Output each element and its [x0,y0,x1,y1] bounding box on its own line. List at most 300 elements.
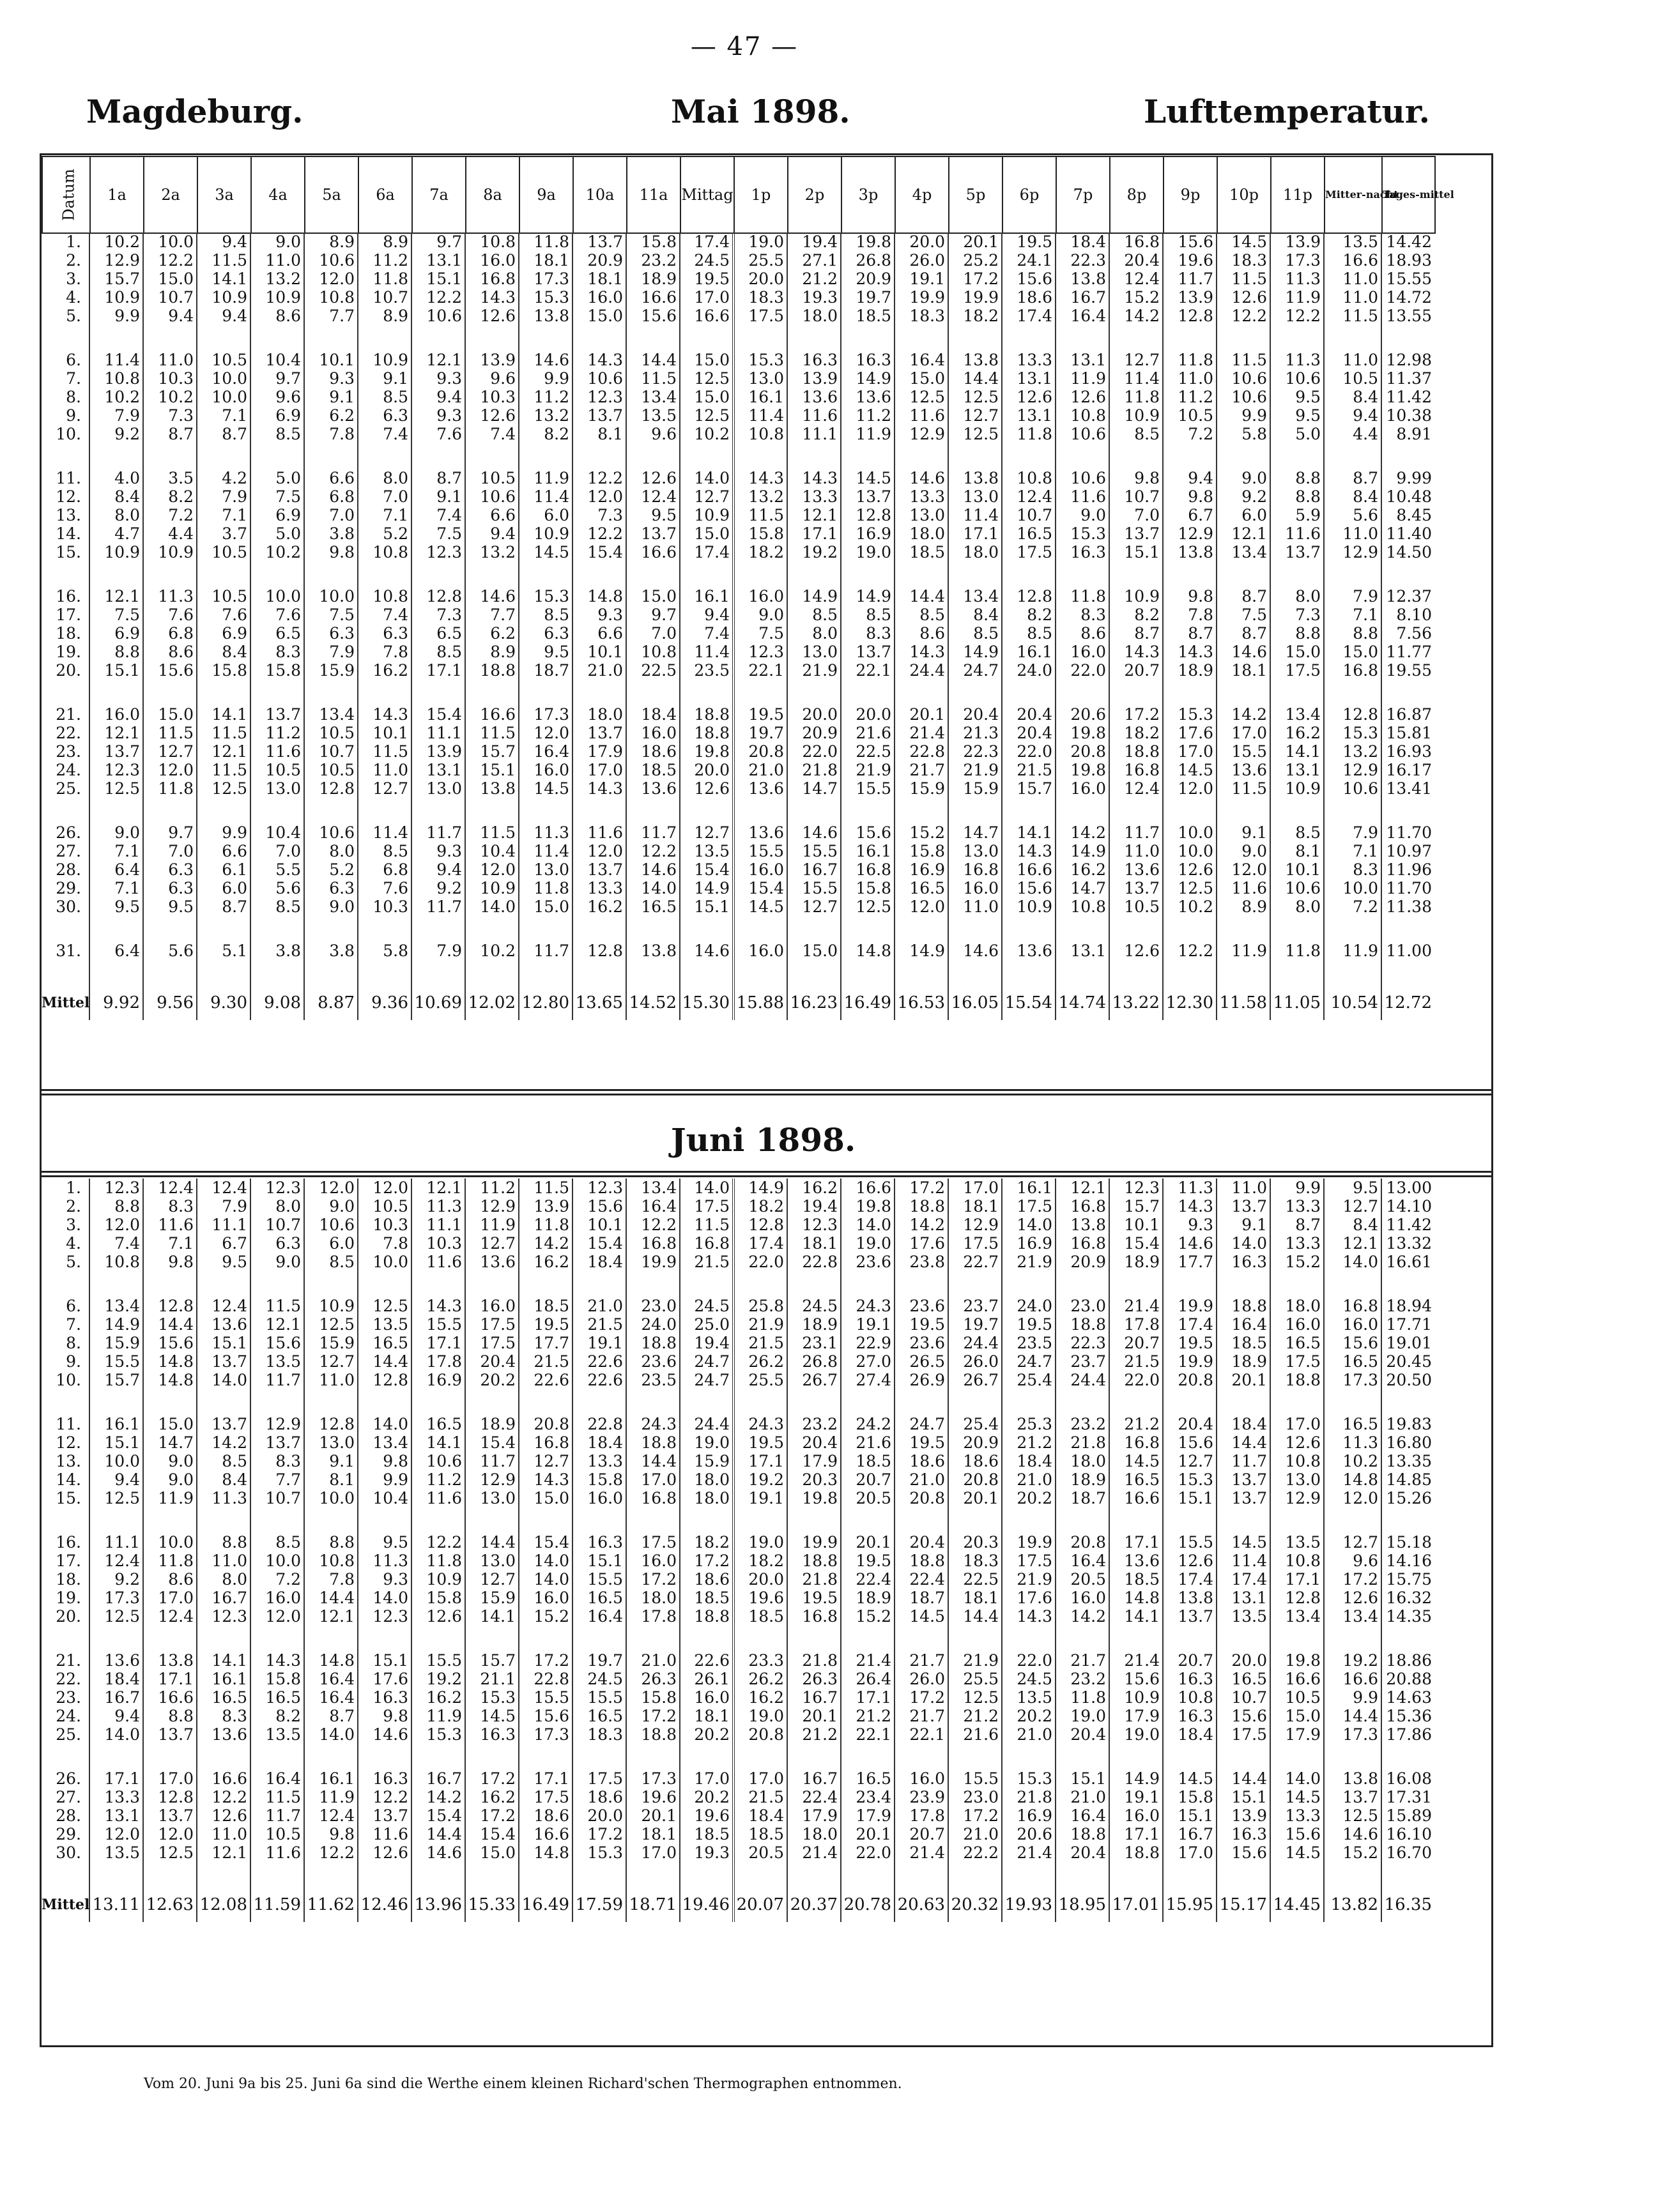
column-header: 3a [197,156,251,233]
temperature-cell: 21.4 [1002,1843,1056,1862]
temperature-cell: 11.3 [197,1489,250,1507]
temperature-cell: 23.5 [1002,1334,1056,1352]
temperature-cell: 8.4 [948,606,1002,624]
temperature-cell: 10.0 [143,233,197,251]
temperature-cell: 6.7 [1163,506,1217,524]
temperature-cell: 10.0 [304,587,358,606]
temperature-cell: 12.6 [1324,1589,1381,1607]
temperature-cell: 16.8 [841,860,895,879]
column-header: 2a [144,156,197,233]
temperature-cell: 10.3 [143,369,197,388]
temperature-cell: 21.2 [787,1725,841,1744]
temperature-cell: 13.7 [572,860,626,879]
temperature-cell: 16.4 [304,1670,358,1688]
temperature-cell: 18.2 [1109,724,1163,742]
temperature-cell: 8.1 [1270,842,1324,860]
temperature-cell: 11.2 [411,1470,465,1489]
temperature-cell: 16.2 [787,1178,841,1197]
temperature-cell: 15.0 [1270,643,1324,661]
month-title: Mai 1898. [671,93,850,130]
temperature-cell: 6.8 [304,487,358,506]
temperature-cell: 17.4 [680,233,734,251]
temperature-cell: 9.8 [304,1825,358,1843]
temperature-cell: 14.10 [1381,1197,1434,1216]
temperature-cell: 21.4 [841,1651,895,1670]
temperature-cell: 15.7 [89,1371,143,1389]
temperature-cell: 13.8 [1324,1769,1381,1788]
temperature-cell: 16.8 [1109,233,1163,251]
temperature-cell: 21.0 [1002,1470,1056,1489]
temperature-cell: 12.4 [89,1552,143,1570]
temperature-cell: 23.7 [1056,1352,1109,1371]
temperature-cell: 17.5 [734,307,787,325]
temperature-cell: 17.5 [1270,1352,1324,1371]
temperature-cell: 15.2 [519,1607,572,1626]
temperature-cell: 12.3 [250,1178,304,1197]
temperature-cell: 14.6 [1217,643,1270,661]
temperature-cell: 16.6 [626,288,680,307]
temperature-cell: 8.7 [1109,624,1163,643]
temperature-cell: 8.10 [1381,606,1434,624]
temperature-cell: 12.1 [197,742,250,761]
footnote: Vom 20. Juni 9a bis 25. Juni 6a sind die Werthe einem kleinen Richard'schen Thermographen entnommen. [144,2076,902,2092]
temperature-cell: 21.0 [948,1825,1002,1843]
temperature-cell: 6.0 [304,1234,358,1253]
temperature-cell: 12.2 [572,469,626,487]
temperature-cell: 8.6 [250,307,304,325]
temperature-cell: 10.7 [1217,1688,1270,1707]
temperature-cell: 19.1 [1109,1788,1163,1806]
temperature-cell: 8.5 [411,643,465,661]
temperature-cell: 13.4 [948,587,1002,606]
temperature-cell: 12.6 [680,779,734,798]
temperature-cell: 15.8 [1163,1788,1217,1806]
temperature-cell: 12.4 [143,1178,197,1197]
temperature-cell: 16.1 [197,1670,250,1688]
temperature-cell: 19.1 [841,1315,895,1334]
temperature-cell: 20.0 [734,1570,787,1589]
temperature-cell: 21.4 [787,1843,841,1862]
temperature-cell: 7.6 [411,425,465,443]
temperature-cell: 8.8 [143,1707,197,1725]
temperature-cell: 15.5 [787,842,841,860]
temperature-cell: 8.0 [1270,897,1324,916]
temperature-cell: 11.4 [948,506,1002,524]
temperature-cell: 14.42 [1381,233,1434,251]
temperature-cell: 14.4 [1217,1769,1270,1788]
temperature-cell: 19.6 [626,1788,680,1806]
temperature-cell: 10.48 [1381,487,1434,506]
temperature-cell: 5.2 [358,524,411,543]
table-row [42,1688,1434,1707]
temperature-cell: 3.8 [304,942,358,960]
temperature-cell: 11.8 [143,1552,197,1570]
temperature-cell: 7.4 [411,506,465,524]
temperature-cell: 10.6 [411,307,465,325]
temperature-cell: 16.7 [197,1589,250,1607]
temperature-cell: 15.7 [465,742,519,761]
temperature-cell: 25.5 [734,1371,787,1389]
temperature-cell: 13.3 [572,1452,626,1470]
temperature-cell: 25.5 [734,251,787,270]
temperature-cell: 17.1 [519,1769,572,1788]
temperature-cell: 15.8 [841,879,895,897]
temperature-cell: 16.6 [626,543,680,561]
temperature-cell: 18.8 [1109,1843,1163,1862]
temperature-cell: 7.1 [1324,606,1381,624]
temperature-cell: 13.4 [626,1178,680,1197]
temperature-cell: 8.8 [1324,624,1381,643]
temperature-cell: 13.4 [1270,705,1324,724]
temperature-cell: 20.4 [1056,1843,1109,1862]
temperature-cell: 18.5 [734,1607,787,1626]
temperature-cell: 10.5 [358,1197,411,1216]
temperature-cell: 15.6 [1163,1433,1217,1452]
temperature-cell: 12.8 [1270,1589,1324,1607]
temperature-cell: 14.9 [948,643,1002,661]
temperature-cell: 20.8 [948,1470,1002,1489]
temperature-cell: 11.9 [465,1216,519,1234]
temperature-cell: 19.9 [1163,1297,1217,1315]
temperature-cell: 18.4 [1056,233,1109,251]
temperature-cell: 13.7 [358,1806,411,1825]
temperature-cell: 10.7 [1109,487,1163,506]
temperature-cell: 14.3 [895,643,948,661]
temperature-cell: 11.8 [1056,1688,1109,1707]
temperature-cell: 13.7 [1217,1489,1270,1507]
temperature-cell: 17.9 [841,1806,895,1825]
temperature-cell: 21.6 [841,724,895,742]
temperature-cell: 17.3 [519,270,572,288]
temperature-cell: 9.8 [143,1253,197,1271]
temperature-cell: 14.6 [680,942,734,960]
temperature-cell: 12.5 [680,406,734,425]
temperature-cell: 18.5 [626,761,680,779]
temperature-cell: 12.1 [1324,1234,1381,1253]
temperature-cell: 16.3 [1056,543,1109,561]
temperature-cell: 15.7 [1002,779,1056,798]
temperature-cell: 14.7 [787,779,841,798]
temperature-cell: 11.9 [304,1788,358,1806]
mean-cell: 17.01 [1109,1888,1163,1922]
temperature-cell: 17.0 [1163,1843,1217,1862]
temperature-cell: 12.4 [197,1178,250,1197]
temperature-cell: 17.1 [1109,1533,1163,1552]
temperature-cell: 12.9 [948,1216,1002,1234]
temperature-cell: 13.6 [465,1253,519,1271]
temperature-cell: 13.9 [465,351,519,369]
temperature-cell: 13.4 [358,1433,411,1452]
temperature-cell: 9.9 [1270,1178,1324,1197]
temperature-cell: 8.4 [197,643,250,661]
temperature-cell: 8.8 [1270,469,1324,487]
temperature-cell: 12.7 [304,1352,358,1371]
temperature-cell: 24.7 [895,1415,948,1433]
temperature-cell: 18.8 [626,1433,680,1452]
day-label: 13. [56,506,81,524]
temperature-cell: 9.5 [197,1253,250,1271]
column-header: 3p [841,156,895,233]
temperature-cell: 15.1 [1163,1806,1217,1825]
temperature-cell: 8.3 [841,624,895,643]
temperature-cell: 19.1 [572,1334,626,1352]
temperature-cell: 17.2 [895,1178,948,1197]
temperature-cell: 10.3 [358,897,411,916]
table-row [42,1352,1434,1371]
temperature-cell: 18.4 [626,705,680,724]
temperature-cell: 16.5 [358,1334,411,1352]
temperature-cell: 16.6 [841,1178,895,1197]
temperature-cell: 16.5 [572,1707,626,1725]
mean-cell: 9.30 [197,986,250,1020]
temperature-cell: 20.7 [841,1470,895,1489]
temperature-cell: 10.6 [411,1452,465,1470]
temperature-cell: 10.6 [1217,369,1270,388]
temperature-cell: 17.3 [1324,1725,1381,1744]
table-row [42,388,1434,406]
temperature-cell: 11.7 [626,823,680,842]
temperature-cell: 7.6 [358,879,411,897]
temperature-cell: 15.9 [304,1334,358,1352]
temperature-cell: 18.1 [572,270,626,288]
temperature-cell: 17.8 [895,1806,948,1825]
temperature-cell: 6.9 [197,624,250,643]
temperature-cell: 18.2 [680,1533,734,1552]
temperature-cell: 14.2 [895,1216,948,1234]
temperature-cell: 16.6 [519,1825,572,1843]
temperature-cell: 14.3 [1163,1197,1217,1216]
temperature-cell: 14.0 [1324,1253,1381,1271]
mean-cell: 12.72 [1381,986,1434,1020]
temperature-cell: 16.1 [304,1769,358,1788]
temperature-cell: 12.7 [143,742,197,761]
temperature-cell: 18.0 [1270,1297,1324,1315]
temperature-cell: 15.5 [572,1570,626,1589]
temperature-cell: 23.5 [680,661,734,680]
temperature-cell: 19.0 [734,233,787,251]
temperature-cell: 15.5 [519,1688,572,1707]
temperature-cell: 13.8 [465,779,519,798]
temperature-cell: 15.81 [1381,724,1434,742]
temperature-cell: 15.0 [519,897,572,916]
temperature-cell: 11.40 [1381,524,1434,543]
temperature-cell: 7.6 [197,606,250,624]
temperature-cell: 17.5 [1002,1552,1056,1570]
temperature-cell: 10.9 [411,1570,465,1589]
temperature-cell: 12.3 [1109,1178,1163,1197]
temperature-cell: 22.0 [787,742,841,761]
temperature-cell: 10.8 [1056,897,1109,916]
temperature-cell: 21.5 [680,1253,734,1271]
temperature-cell: 12.7 [1324,1197,1381,1216]
section-divider [42,1089,1492,1091]
temperature-cell: 16.8 [1109,1433,1163,1452]
temperature-cell: 16.8 [519,1433,572,1452]
temperature-cell: 14.3 [734,469,787,487]
table-row [42,879,1434,897]
temperature-cell: 12.7 [680,823,734,842]
temperature-cell: 5.9 [1270,506,1324,524]
temperature-cell: 19.2 [734,1470,787,1489]
temperature-cell: 20.4 [1002,705,1056,724]
temperature-cell: 16.7 [787,1688,841,1707]
temperature-cell: 18.4 [572,1433,626,1452]
temperature-cell: 14.5 [465,1707,519,1725]
temperature-cell: 14.5 [1163,761,1217,779]
temperature-cell: 8.4 [89,487,143,506]
temperature-cell: 14.7 [143,1433,197,1452]
mean-cell: 13.22 [1109,986,1163,1020]
mean-cell: 16.49 [841,986,895,1020]
temperature-cell: 21.3 [948,724,1002,742]
temperature-cell: 8.3 [250,643,304,661]
temperature-cell: 16.6 [1002,860,1056,879]
temperature-cell: 17.9 [572,742,626,761]
temperature-cell: 18.5 [519,1297,572,1315]
temperature-cell: 10.4 [250,823,304,842]
temperature-cell: 10.4 [358,1489,411,1507]
temperature-cell: 11.5 [1217,270,1270,288]
temperature-cell: 17.0 [626,1470,680,1489]
temperature-cell: 8.5 [1002,624,1056,643]
temperature-cell: 17.5 [572,1769,626,1788]
temperature-cell: 7.8 [304,1570,358,1589]
temperature-cell: 12.3 [572,388,626,406]
temperature-cell: 15.5 [1163,1533,1217,1552]
temperature-cell: 11.4 [734,406,787,425]
temperature-cell: 15.4 [572,1234,626,1253]
temperature-cell: 19.6 [680,1806,734,1825]
temperature-cell: 15.8 [626,233,680,251]
day-label: 17. [56,606,81,624]
temperature-cell: 16.9 [841,524,895,543]
temperature-cell: 18.3 [948,1552,1002,1570]
temperature-cell: 16.5 [572,1589,626,1607]
temperature-cell: 11.9 [1056,369,1109,388]
temperature-cell: 26.0 [895,1670,948,1688]
table-row [42,823,1434,842]
temperature-cell: 7.3 [143,406,197,425]
temperature-cell: 7.3 [1270,606,1324,624]
day-label: 14. [56,524,81,543]
temperature-cell: 23.0 [1056,1297,1109,1315]
table-row [42,1315,1434,1334]
temperature-cell: 15.1 [411,270,465,288]
column-header: 9a [519,156,573,233]
temperature-cell: 11.3 [1270,270,1324,288]
temperature-cell: 10.0 [1163,823,1217,842]
temperature-cell: 14.8 [1324,1470,1381,1489]
temperature-cell: 11.4 [89,351,143,369]
mean-label: Mittel [42,994,90,1011]
temperature-cell: 19.1 [895,270,948,288]
temperature-cell: 15.1 [1217,1788,1270,1806]
temperature-cell: 13.5 [89,1843,143,1862]
temperature-cell: 15.4 [465,1433,519,1452]
temperature-cell: 17.8 [1109,1315,1163,1334]
temperature-cell: 15.6 [1270,1825,1324,1843]
temperature-cell: 9.0 [1217,469,1270,487]
temperature-cell: 10.9 [250,288,304,307]
temperature-cell: 23.8 [895,1253,948,1271]
temperature-cell: 17.2 [572,1825,626,1843]
day-label: 7. [66,369,81,388]
temperature-cell: 3.8 [304,524,358,543]
temperature-cell: 20.3 [948,1533,1002,1552]
temperature-cell: 13.5 [626,406,680,425]
temperature-cell: 21.8 [1002,1788,1056,1806]
temperature-cell: 14.2 [1056,823,1109,842]
temperature-cell: 18.5 [680,1589,734,1607]
temperature-cell: 16.0 [89,705,143,724]
mean-cell: 17.59 [572,1888,626,1922]
temperature-cell: 17.5 [465,1315,519,1334]
temperature-cell: 17.2 [948,270,1002,288]
temperature-cell: 12.0 [143,1825,197,1843]
table-row [42,1843,1434,1862]
temperature-cell: 19.2 [1324,1651,1381,1670]
temperature-cell: 10.97 [1381,842,1434,860]
temperature-cell: 17.4 [680,543,734,561]
temperature-cell: 21.8 [1056,1433,1109,1452]
temperature-cell: 14.3 [1002,842,1056,860]
temperature-cell: 21.4 [895,1843,948,1862]
temperature-cell: 14.1 [197,1651,250,1670]
temperature-cell: 20.2 [680,1788,734,1806]
temperature-cell: 20.0 [680,761,734,779]
temperature-cell: 8.5 [841,606,895,624]
temperature-cell: 12.6 [358,1843,411,1862]
temperature-cell: 25.0 [680,1315,734,1334]
temperature-cell: 24.7 [948,661,1002,680]
temperature-cell: 15.0 [895,369,948,388]
temperature-cell: 11.0 [1163,369,1217,388]
temperature-cell: 12.7 [465,1234,519,1253]
temperature-cell: 18.5 [680,1825,734,1843]
temperature-cell: 15.1 [1109,543,1163,561]
temperature-cell: 21.6 [948,1725,1002,1744]
temperature-cell: 7.8 [358,1234,411,1253]
temperature-cell: 18.8 [465,661,519,680]
temperature-cell: 16.5 [1270,1334,1324,1352]
temperature-cell: 8.7 [411,469,465,487]
table-row [42,369,1434,388]
temperature-cell: 21.2 [1002,1433,1056,1452]
temperature-cell: 20.0 [787,705,841,724]
temperature-cell: 21.0 [895,1470,948,1489]
temperature-cell: 7.9 [1324,823,1381,842]
temperature-cell: 16.0 [948,879,1002,897]
temperature-cell: 11.3 [411,1197,465,1216]
temperature-cell: 14.3 [1002,1607,1056,1626]
temperature-cell: 17.5 [680,1197,734,1216]
temperature-cell: 9.9 [197,823,250,842]
temperature-cell: 16.61 [1381,1253,1434,1271]
temperature-cell: 4.7 [89,524,143,543]
temperature-cell: 22.3 [1056,1334,1109,1352]
temperature-cell: 14.8 [1109,1589,1163,1607]
temperature-cell: 13.55 [1381,307,1434,325]
day-label: 7. [66,1315,81,1334]
temperature-cell: 12.0 [304,270,358,288]
day-label: 18. [56,624,81,643]
temperature-cell: 20.1 [626,1806,680,1825]
temperature-cell: 12.5 [948,388,1002,406]
temperature-cell: 19.8 [841,233,895,251]
mean-cell: 14.74 [1056,986,1109,1020]
temperature-cell: 5.1 [197,942,250,960]
temperature-cell: 17.4 [1002,307,1056,325]
